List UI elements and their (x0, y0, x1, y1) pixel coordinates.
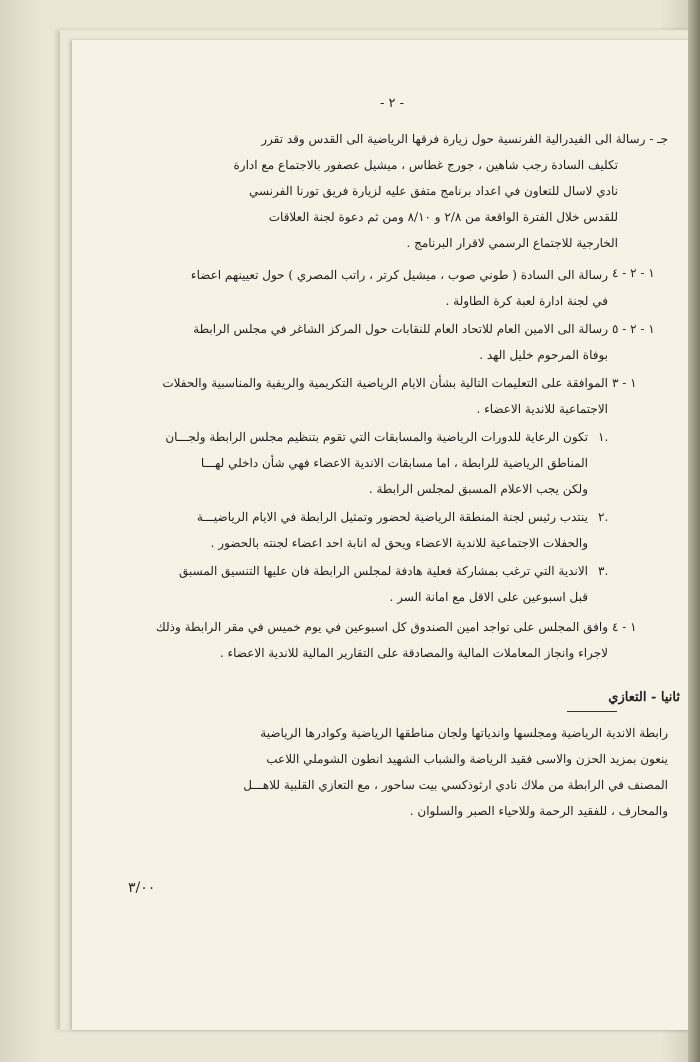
text-line: للقدس خلال الفترة الواقعة من ٢/٨ و ٨/١٠ ومن ثم دعوة لجنة العلاقات (268, 210, 618, 224)
item-number: ١ - ٤ (612, 620, 637, 634)
item-paragraph (108, 262, 608, 314)
section-underline (567, 711, 617, 712)
text-line: لاجراء وانجاز المعاملات المالية والمصادقة على التقارير المالية للاندية الاعضاء . (219, 646, 608, 660)
item-paragraph (108, 370, 608, 422)
text-line: الموافقة على التعليمات التالية بشأن الايام الرياضية التكريمية والريفية والمناسبية والحفلات (162, 376, 608, 390)
section-title: ثانيا - التعازي (608, 690, 680, 705)
text-line: وافق المجلس على تواجد امين الصندوق كل اسبوعين في يوم خميس في مقر الرابطة وذلك (155, 620, 608, 634)
item-paragraph (108, 614, 608, 666)
bullet-paragraph (108, 504, 588, 556)
text-line: رسالة الى الامين العام للاتحاد العام للنقابات حول المركز الشاغر في مجلس الرابطة (193, 322, 608, 336)
text-line: الخارجية للاجتماع الرسمي لاقرار البرنامج . (406, 236, 618, 250)
text-line: الاجتماعية للاندية الاعضاء . (476, 402, 608, 416)
condolence-paragraph (108, 720, 668, 824)
text-line: الاندية التي ترغب بمشاركة فعلية هادفة لمجلس الرابطة فان عليها التنسيق المسبق (179, 564, 588, 578)
text-line: تكون الرعاية للدورات الرياضية والمسابقات التي تقوم بتنظيم مجلس الرابطة ولجـــان (165, 430, 588, 444)
text-line: ينتدب رئيس لجنة المنطقة الرياضية لحضور وتمثيل الرابطة في الايام الرياضيـــة (196, 510, 588, 524)
text-line: نادي لاسال للتعاون في اعداد برنامج متفق عليه لزيارة فريق تورنا الفرنسي (248, 184, 618, 198)
binder-edge (688, 0, 700, 1062)
text-line: رابطة الاندية الرياضية ومجلسها واندياتها ولجان مناطقها الرياضية وكوادرها الرياضية (260, 726, 668, 740)
text-line: رسالة الى السادة ( طوني صوب ، ميشيل كرتر ، راتب المصري ) حول تعيينهم اعضاء (190, 268, 608, 282)
bullet-number: ١. (598, 430, 609, 444)
bullet-number: ٢. (598, 510, 609, 524)
text-line: في لجنة ادارة لعبة كرة الطاولة . (445, 294, 608, 308)
text-line: المصنف في الرابطة من ملاك نادي ارثوذكسي بيت ساحور ، مع التعازي القلبية للاهـــل (243, 778, 668, 792)
item-number: ١ - ٢ - ٥ (612, 322, 655, 336)
page-footer-code: ٣/٠٠ (128, 880, 156, 896)
item-number: ١ - ٢ - ٤ (612, 266, 655, 280)
text-line: بوفاة المرحوم خليل الهد . (479, 348, 608, 362)
text-line: والمحارف ، للفقيد الرحمة وللاحياء الصبر والسلوان . (409, 804, 668, 818)
paragraph-jeem (108, 126, 668, 256)
bullet-number: ٣. (598, 564, 609, 578)
text-line: جـ - رسالة الى الفيدرالية الفرنسية حول زيارة فرقها الرياضية الى القدس وقد تقرر (261, 132, 668, 146)
bullet-paragraph (108, 424, 588, 502)
item-number: ١ - ٣ (612, 376, 637, 390)
text-line: المناطق الرياضية للرابطة ، اما مسابقات الاندية الاعضاء فهي شأن داخلي لهـــا (200, 456, 588, 470)
text-line: ينعون بمزيد الحزن والاسى فقيد الرياضة والشباب الشهيد انطون الشوملي اللاعب (266, 752, 668, 766)
bullet-paragraph (108, 558, 588, 610)
text-line: تكليف السادة رجب شاهين ، جورج غطاس ، ميشيل عصفور بالاجتماع مع ادارة (233, 158, 618, 172)
item-paragraph (108, 316, 608, 368)
text-line: قبل اسبوعين على الاقل مع امانة السر . (389, 590, 588, 604)
text-line: والحفلات الاجتماعية للاندية الاعضاء ويحق له انابة احد اعضاء لجنته بالحضور . (210, 536, 588, 550)
text-line: ولكن يجب الاعلام المسبق لمجلس الرابطة . (368, 482, 588, 496)
page-number: - ٢ - (380, 96, 405, 111)
